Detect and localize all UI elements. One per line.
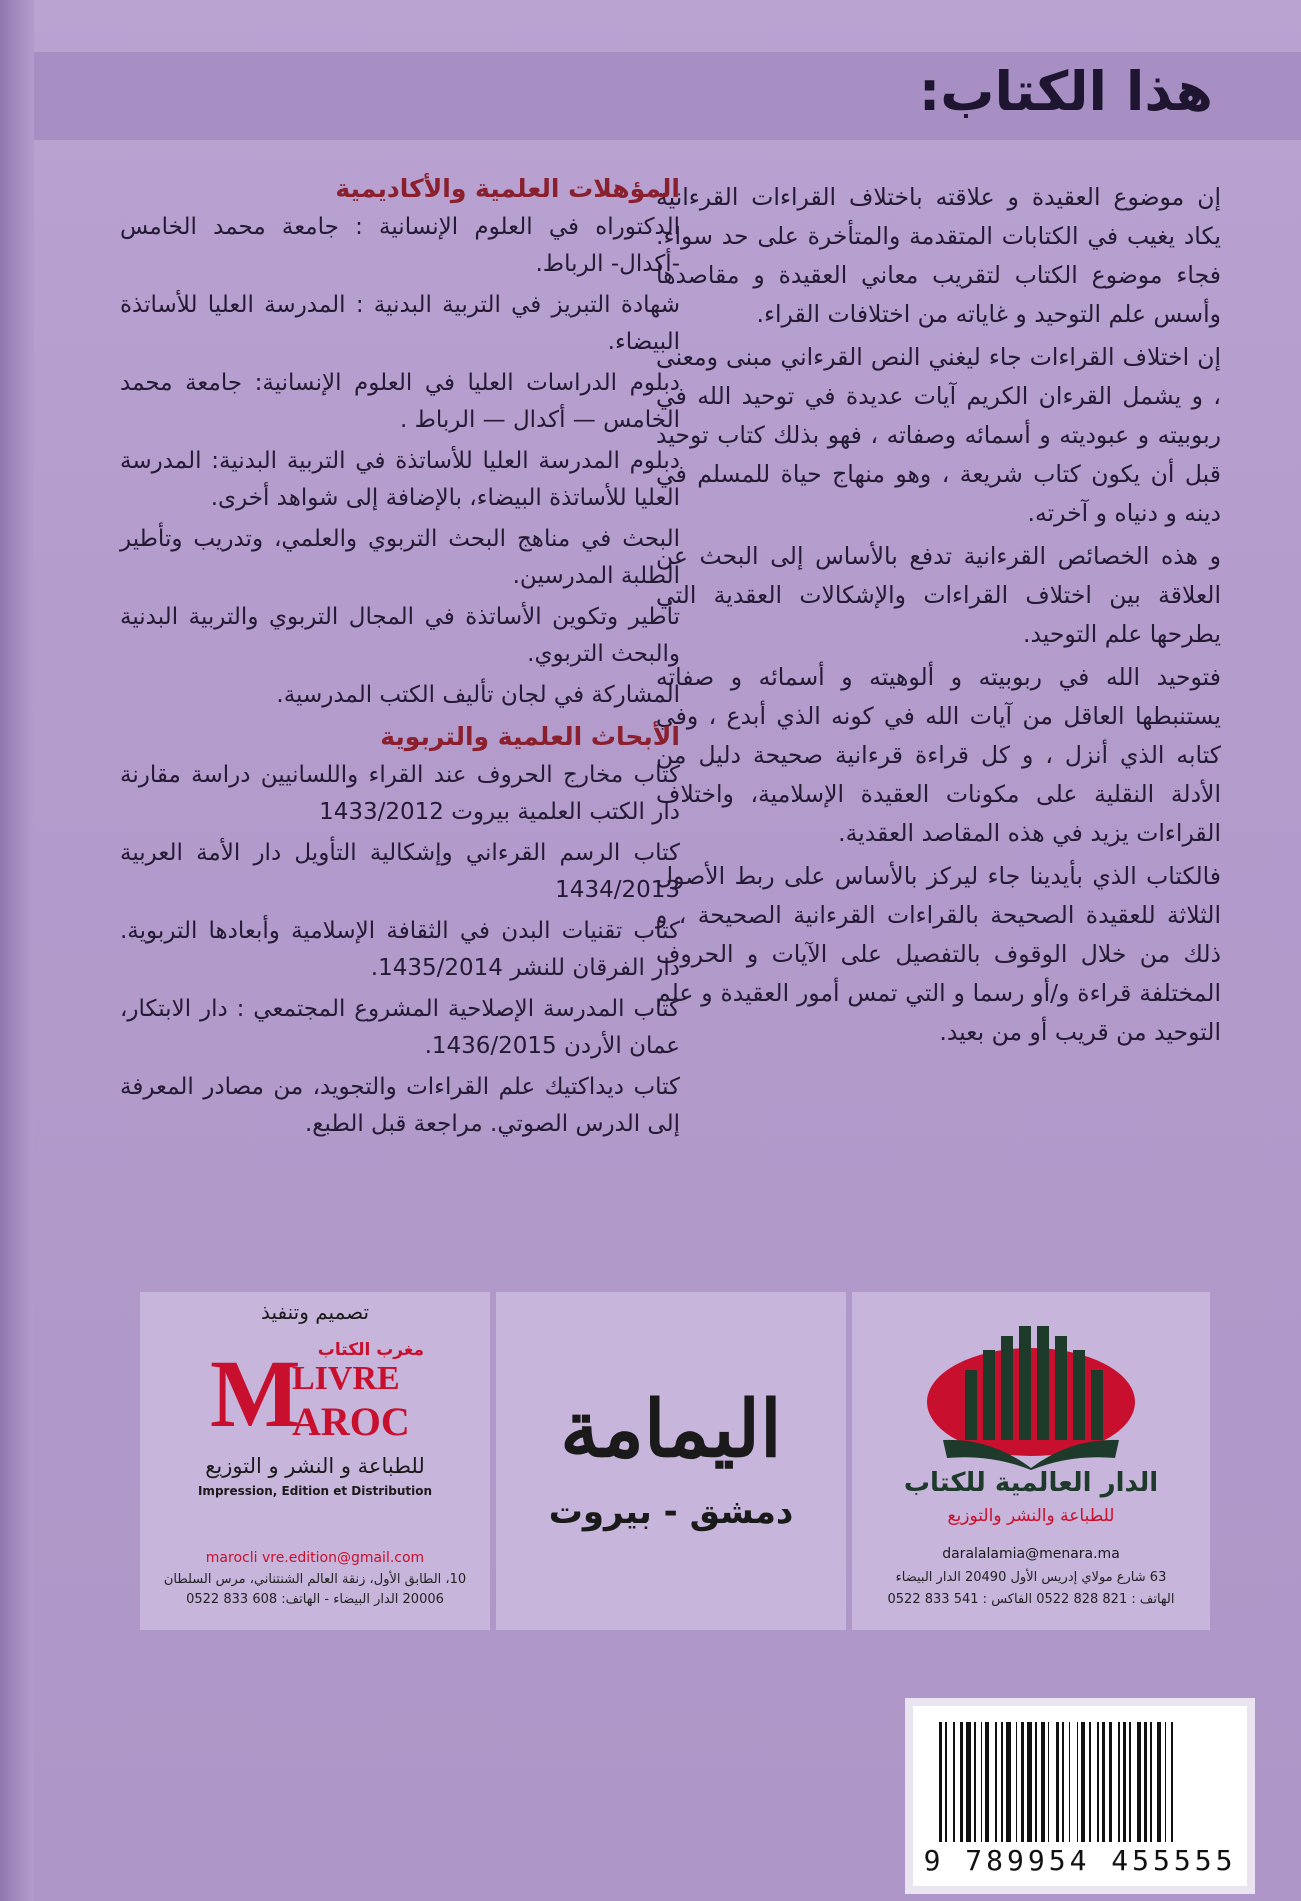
research-item: كتاب المدرسة الإصلاحية المشروع المجتمعي : دار الابتكار، عمان الأردن 1436/2015. bbox=[120, 996, 680, 1059]
open-book-logo bbox=[921, 1320, 1141, 1470]
about-paragraph: فتوحيد الله في ربوبيته و ألوهيته و أسمائه و صفاته يستنبطها العاقل من آيات الله في كونه الذي أبدع ، وفي كتابه الذي أنزل ، و كل قراءة قرءانية صحيحة دليل من الأدلة النقلية على مكونات العقيدة الإسلامية، واختلاف القراءات يزيد في هذه المقاصد العقدية. bbox=[656, 663, 1221, 847]
isbn-number: 9 789954 455555 bbox=[923, 1844, 1237, 1877]
about-paragraph: إن موضوع العقيدة و علاقته باختلاف القراءات القرءانية يكاد يغيب في الكتابات المتقدمة والمتأخرة على حد سواء. فجاء موضوع الكتاب لتقريب معاني العقيدة و مقاصدها وأسس علم التوحيد و غاياته من اختلافات القراء. bbox=[656, 183, 1221, 328]
tagline-arabic: للطباعة و النشر و التوزيع bbox=[205, 1454, 425, 1478]
barcode-bar bbox=[1157, 1722, 1162, 1842]
author-column bbox=[120, 170, 680, 1147]
contact-email[interactable]: marocli vre.edition@gmail.com bbox=[205, 1550, 425, 1566]
isbn-barcode bbox=[905, 1698, 1255, 1894]
dar-alalamia-email[interactable]: daralalamia@menara.ma bbox=[942, 1546, 1120, 1562]
phone-line: 20006 الدار البيضاء - الهاتف: 608 833 0522 bbox=[186, 1592, 444, 1607]
about-paragraph: إن اختلاف القراءات جاء ليغني النص القرءاني مبنى ومعنى ، و يشمل القرءان الكريم آيات عديدة في توحيد الله في ربوبيته و عبوديته و أسمائه وصفاته ، فهو بذلك كتاب توحيد قبل أن يكون كتاب شريعة ، وهو منهاج حياة للمسلم في دينه و دنياه و آخرته. bbox=[656, 343, 1221, 527]
logo-aroc: AROC bbox=[292, 1399, 410, 1444]
barcode-bar bbox=[1129, 1722, 1131, 1842]
barcode-bar bbox=[1027, 1722, 1032, 1842]
qualifications-title: المؤهلات العلمية والأكاديمية bbox=[335, 174, 680, 203]
barcode-bar bbox=[1123, 1722, 1126, 1842]
logo-spine bbox=[1037, 1326, 1049, 1440]
barcode-bar bbox=[966, 1722, 971, 1842]
dar-alalamia-panel bbox=[852, 1292, 1210, 1630]
barcode-bar bbox=[1109, 1722, 1112, 1842]
barcode-bar bbox=[1006, 1722, 1011, 1842]
qualification-item: دبلوم المدرسة العليا للأساتذة في التربية البدنية: المدرسة العليا للأساتذة البيضاء، بالإضافة إلى شواهد أخرى. bbox=[120, 448, 680, 511]
logo-livre: LIVRE bbox=[292, 1360, 400, 1397]
logo-spine bbox=[965, 1370, 977, 1440]
barcode-bar bbox=[960, 1722, 963, 1842]
qualification-item: دبلوم الدراسات العليا في العلوم الإنسانية: جامعة محمد الخامس — أكدال — الرباط . bbox=[120, 370, 680, 433]
spine-edge bbox=[0, 0, 34, 1901]
al-yamama-panel bbox=[496, 1292, 846, 1630]
barcode-bar bbox=[1102, 1722, 1105, 1842]
maroc-livre-panel bbox=[140, 1292, 490, 1630]
barcode-bar bbox=[1137, 1722, 1140, 1842]
research-item: كتاب ديداكتيك علم القراءات والتجويد، من مصادر المعرفة إلى الدرس الصوتي. مراجعة قبل الطبع. bbox=[120, 1074, 680, 1137]
barcode-bar bbox=[974, 1722, 976, 1842]
dar-alalamia-tagline: للطباعة والنشر والتوزيع bbox=[947, 1506, 1115, 1526]
publisher-cities: دمشق - بيروت bbox=[548, 1492, 794, 1532]
barcode-bar bbox=[1001, 1722, 1003, 1842]
barcode-bar bbox=[1089, 1722, 1091, 1842]
qualification-item: البحث في مناهج البحث التربوي والعلمي، وتدريب وتأطير الطلبة المدرسين. bbox=[120, 526, 680, 589]
barcode-bar bbox=[1171, 1722, 1173, 1842]
barcode-bar bbox=[1056, 1722, 1059, 1842]
about-book-column bbox=[656, 178, 1221, 1056]
barcode-bar bbox=[1021, 1722, 1024, 1842]
barcode-bars bbox=[939, 1722, 1221, 1842]
qualification-item: الدكتوراه في العلوم الإنسانية : جامعة محمد الخامس -أكدال- الرباط. bbox=[120, 214, 680, 277]
barcode-bar bbox=[1144, 1722, 1147, 1842]
logo-m: M bbox=[210, 1340, 301, 1447]
publisher-panels bbox=[140, 1292, 1210, 1630]
logo-spine bbox=[1091, 1370, 1103, 1440]
barcode-bar bbox=[1069, 1722, 1071, 1842]
cover-heading: هذا الكتاب: bbox=[918, 60, 1213, 123]
about-paragraph: فالكتاب الذي بأيدينا جاء ليركز بالأساس على ربط الأصول الثلاثة للعقيدة الصحيحة بالقراءات القرءانية الصحيحة ، و ذلك من خلال الوقوف بالتفصيل على الآيات و الحروف المختلفة قراءة و/أو رسما و التي تمس أمور العقيدة و علم التوحيد من قريب أو من بعيد. bbox=[656, 862, 1221, 1046]
barcode-bar bbox=[995, 1722, 997, 1842]
barcode-bar bbox=[953, 1722, 955, 1842]
barcode-bar bbox=[1041, 1722, 1044, 1842]
qualification-item: شهادة التبريز في التربية البدنية : المدرسة العليا للأساتذة البيضاء. bbox=[120, 292, 680, 355]
research-item: كتاب تقنيات البدن في الثقافة الإسلامية وأبعادها التربوية. دار الفرقان للنشر 1435/2014. bbox=[120, 918, 680, 981]
dar-alalamia-address: 63 شارع مولاي إدريس الأول 20490 الدار البيضاء bbox=[895, 1570, 1167, 1585]
barcode-bar bbox=[1077, 1722, 1079, 1842]
about-paragraph: و هذه الخصائص القرءانية تدفع بالأساس إلى البحث عن العلاقة بين اختلاف القراءات والإشكالات العقدية التي يطرحها علم التوحيد. bbox=[656, 542, 1221, 648]
barcode-bar bbox=[1081, 1722, 1084, 1842]
barcode-bar bbox=[985, 1722, 988, 1842]
research-item: كتاب مخارج الحروف عند القراء واللسانيين دراسة مقارنة دار الكتب العلمية بيروت 1433/2012 bbox=[120, 762, 680, 825]
barcode-bar bbox=[945, 1722, 947, 1842]
address-line: 10، الطابق الأول، زنقة العالم الشنتناني، مرس السلطان bbox=[163, 1572, 467, 1587]
al-yamama-logo: اليمامة bbox=[560, 1384, 782, 1475]
barcode-bar bbox=[981, 1722, 983, 1842]
logo-spine bbox=[1055, 1336, 1067, 1440]
barcode-bar bbox=[1097, 1722, 1099, 1842]
qualification-item: المشاركة في لجان تأليف الكتب المدرسية. bbox=[276, 682, 680, 708]
research-item: كتاب الرسم القرءاني وإشكالية التأويل دار الأمة العربية 1434/2013 bbox=[120, 840, 680, 903]
barcode-bar bbox=[1016, 1722, 1018, 1842]
barcode-bar bbox=[1165, 1722, 1167, 1842]
logo-spine bbox=[1019, 1326, 1031, 1440]
barcode-bar bbox=[1062, 1722, 1064, 1842]
tagline-french: Impression, Edition et Distribution bbox=[197, 1484, 433, 1498]
barcode-bar bbox=[1048, 1722, 1050, 1842]
logo-spine bbox=[1073, 1350, 1085, 1440]
dar-alalamia-name: الدار العالمية للكتاب bbox=[903, 1468, 1159, 1498]
barcode-bar bbox=[939, 1722, 942, 1842]
qualification-item: تأطير وتكوين الأساتذة في المجال التربوي والتربية البدنية والبحث التربوي. bbox=[120, 604, 680, 667]
barcode-bar bbox=[1035, 1722, 1037, 1842]
maroc-livre-logo bbox=[210, 1340, 430, 1450]
research-title: الأبحاث العلمية والتربوية bbox=[380, 722, 680, 751]
design-label: تصميم وتنفيذ bbox=[260, 1300, 370, 1324]
logo-spine bbox=[1001, 1336, 1013, 1440]
logo-spine bbox=[983, 1350, 995, 1440]
logo-arabic: مغرب الكتاب bbox=[317, 1340, 424, 1360]
dar-alalamia-phones: الهاتف : 821 828 0522 الفاكس : 541 833 0522 bbox=[887, 1592, 1175, 1607]
barcode-bar bbox=[1118, 1722, 1120, 1842]
barcode-bar bbox=[1150, 1722, 1152, 1842]
